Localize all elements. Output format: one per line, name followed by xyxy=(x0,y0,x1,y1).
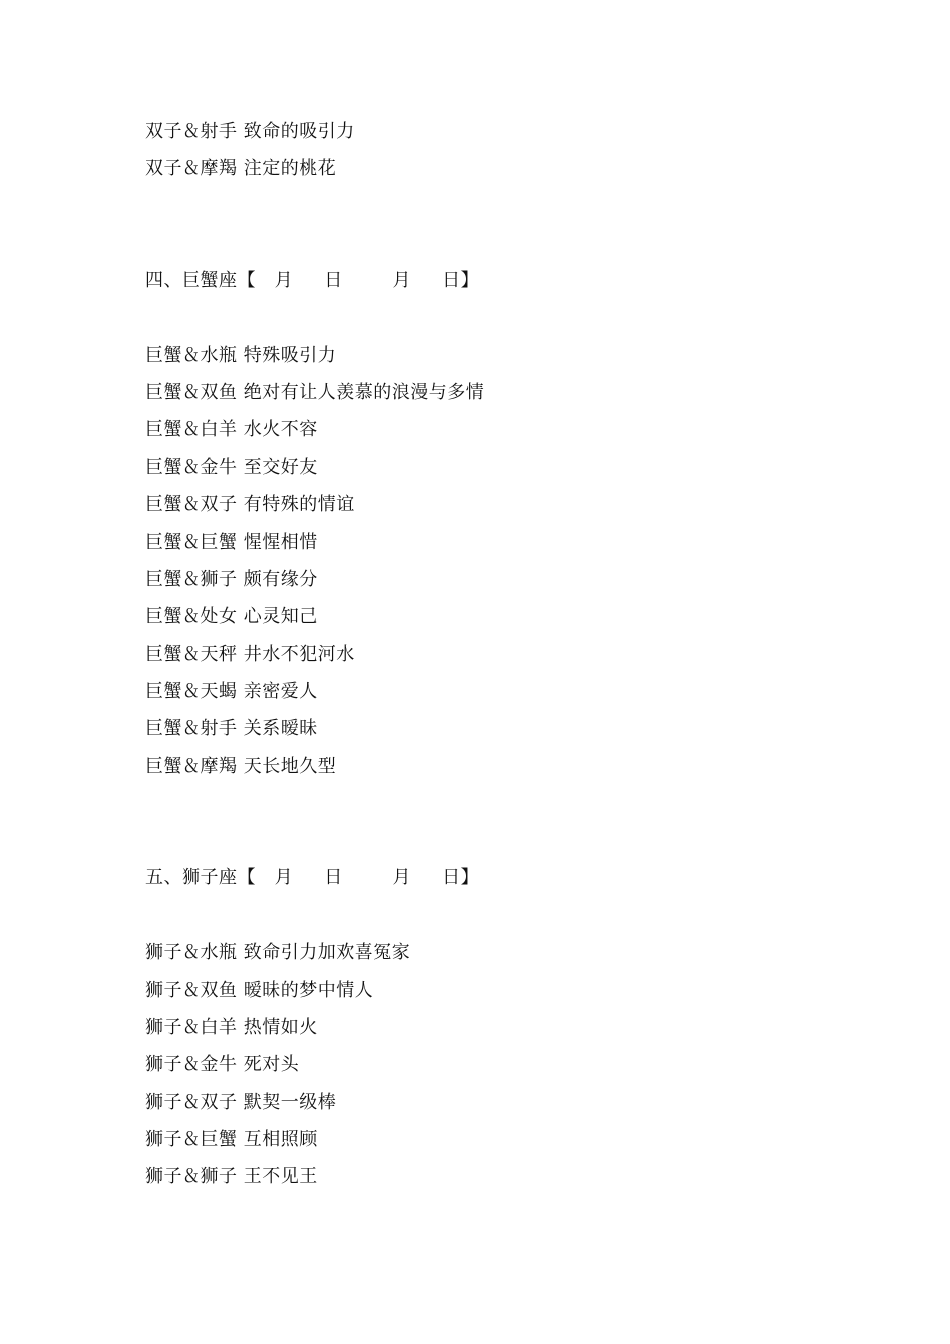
list-item: 巨蟹＆天蝎 亲密爱人 xyxy=(145,681,318,702)
list-item: 巨蟹＆双鱼 绝对有让人羡慕的浪漫与多情 xyxy=(145,382,485,403)
list-item: 狮子＆双鱼 暧昧的梦中情人 xyxy=(145,980,374,1001)
list-item: 狮子＆水瓶 致命引力加欢喜冤家 xyxy=(145,942,411,963)
list-item: 巨蟹＆射手 关系暧昧 xyxy=(145,718,318,739)
list-item: 巨蟹＆金牛 至交好友 xyxy=(145,457,318,478)
list-item: 巨蟹＆处女 心灵知己 xyxy=(145,606,318,627)
list-item: 巨蟹＆白羊 水火不容 xyxy=(145,419,318,440)
list-item: 狮子＆金牛 死对头 xyxy=(145,1054,300,1075)
list-item: 双子＆摩羯 注定的桃花 xyxy=(145,158,337,179)
list-item: 巨蟹＆狮子 颇有缘分 xyxy=(145,569,318,590)
list-item: 狮子＆巨蟹 互相照顾 xyxy=(145,1129,318,1150)
list-item: 巨蟹＆天秤 井水不犯河水 xyxy=(145,644,355,665)
list-item: 巨蟹＆摩羯 天长地久型 xyxy=(145,756,337,777)
list-item: 巨蟹＆双子 有特殊的情谊 xyxy=(145,494,355,515)
list-item: 双子＆射手 致命的吸引力 xyxy=(145,121,355,142)
list-item: 巨蟹＆巨蟹 惺惺相惜 xyxy=(145,532,318,553)
list-item: 巨蟹＆水瓶 特殊吸引力 xyxy=(145,345,337,366)
list-item: 狮子＆狮子 王不见王 xyxy=(145,1166,318,1187)
list-item: 狮子＆双子 默契一级棒 xyxy=(145,1092,337,1113)
section-heading-cancer: 四、巨蟹座【 月 日 月 日】 xyxy=(145,270,480,291)
section-heading-leo: 五、狮子座【 月 日 月 日】 xyxy=(145,867,480,888)
list-item: 狮子＆白羊 热情如火 xyxy=(145,1017,318,1038)
